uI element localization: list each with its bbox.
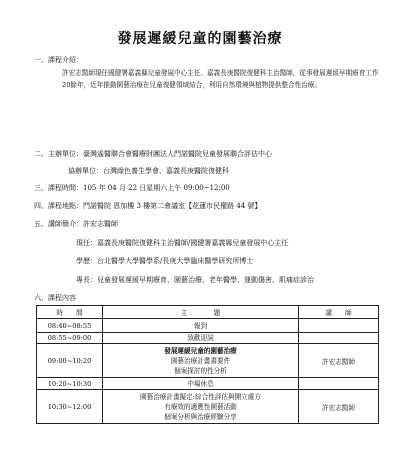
schedule-topic-line: 致歡迎詞 <box>187 334 214 342</box>
schedule-topic-line: 報到 <box>193 321 208 330</box>
schedule-row <box>37 378 379 390</box>
speaker-education-label: 學歷： <box>76 257 97 265</box>
schedule-topic-line: 個案探討的性分析 <box>174 366 227 375</box>
speaker-current-row <box>76 239 288 248</box>
organizer-row <box>34 150 272 159</box>
schedule-speaker <box>299 319 379 333</box>
speaker-education-value: 台北醫學大學醫學系/長庚大學臨床醫學研究所博士 <box>97 257 254 265</box>
speaker-row <box>34 220 118 229</box>
schedule-speaker <box>299 378 379 390</box>
schedule-speaker <box>299 333 379 344</box>
schedule-topic <box>103 344 299 378</box>
schedule-time: 09:00~10:20 <box>37 344 103 378</box>
speaker-current-value: 嘉義長庚醫院復健科主治醫師/國健署嘉義縣兒童發展中心主任 <box>97 239 289 247</box>
speaker-education-row <box>76 257 253 266</box>
schedule-topic <box>103 390 299 424</box>
schedule-topic-line: 中場休息 <box>187 379 214 388</box>
schedule-header-row <box>37 306 379 319</box>
speaker-expertise-value: 兒童發展遲緩早期療育、園藝治療、老年醫學、運動傷害、肌痛症診治 <box>97 276 314 284</box>
schedule-topic <box>103 333 299 344</box>
course-time-row <box>34 184 230 193</box>
course-location-value: 門諾醫院 恩加樓 3 樓第二會議室【花蓮市民權路 44 號】 <box>83 202 262 210</box>
course-location-heading: 四、課程地點： <box>34 202 83 210</box>
schedule-time: 10:20~10:30 <box>37 378 103 390</box>
schedule-header-time: 時 間 <box>37 306 103 319</box>
schedule-topic-line: 有療效的適應性園藝活動 <box>164 402 237 411</box>
course-location-row <box>34 202 262 211</box>
organizer-heading: 二、主辦單位： <box>34 150 83 158</box>
schedule-header-topic: 主 題 <box>103 306 299 319</box>
organizer-value: 臺灣遙醫聯合會醫療財團法人門諾醫院兒童發展聯合評估中心 <box>83 150 272 158</box>
speaker-heading: 五、講師簡介： <box>34 220 83 228</box>
schedule-table <box>36 305 379 424</box>
schedule-row <box>37 319 379 333</box>
co-organizer-label: 協辦單位： <box>68 167 103 175</box>
co-organizer-row <box>68 167 229 176</box>
section-course-intro-heading: 一、課程介紹： <box>34 56 83 64</box>
schedule-time: 08:40~08:55 <box>37 319 103 333</box>
course-time-heading: 三、課程時間： <box>34 184 83 192</box>
course-time-value: 105 年 04 月 22 日星期六上午 09:00~12:00 <box>83 184 230 192</box>
schedule-header-speaker: 講 師 <box>299 306 379 319</box>
co-organizer-value: 台灣綠色養生學會、嘉義長庚醫院復健科 <box>103 167 229 175</box>
speaker-current-label: 現任： <box>76 239 97 247</box>
schedule-time: 08:55~09:00 <box>37 333 103 344</box>
schedule-row <box>37 390 379 424</box>
speaker-value: 許宏志醫師 <box>83 220 118 228</box>
document-title: 發展遲緩兒童的園藝治療 <box>117 31 283 47</box>
schedule-topic <box>103 378 299 390</box>
schedule-topic-line: 園藝治療計畫書要件 <box>170 356 231 365</box>
schedule-topic <box>103 319 299 333</box>
schedule-topic-line: 發展遲緩兒童的園藝治療 <box>164 346 237 355</box>
speaker-expertise-row <box>76 276 314 285</box>
schedule-time: 10:30~12:00 <box>37 390 103 424</box>
section-course-intro-body: 許宏志醫師現任國健署嘉義縣兒童發展中心主任、嘉義長庚醫院復健科主治醫師，從事發展遲緩早期療育工作20餘年，近年推動園藝治療在兒童復健領域結合，利用自然環境與植物提供整合性治療。 <box>62 69 379 89</box>
schedule-speaker: 許宏志醫師 <box>299 344 379 378</box>
schedule-row <box>37 333 379 344</box>
schedule-heading: 六、課程內容 <box>34 294 76 302</box>
schedule-row <box>37 344 379 378</box>
schedule-speaker: 許宏志醫師 <box>299 390 379 424</box>
speaker-expertise-label: 專長： <box>76 276 97 284</box>
schedule-topic-line: 園藝治療計畫擬定:綜合性評估與開立處方 <box>140 392 261 401</box>
schedule-topic-line: 個案分析與治療經驗分享 <box>164 412 237 421</box>
